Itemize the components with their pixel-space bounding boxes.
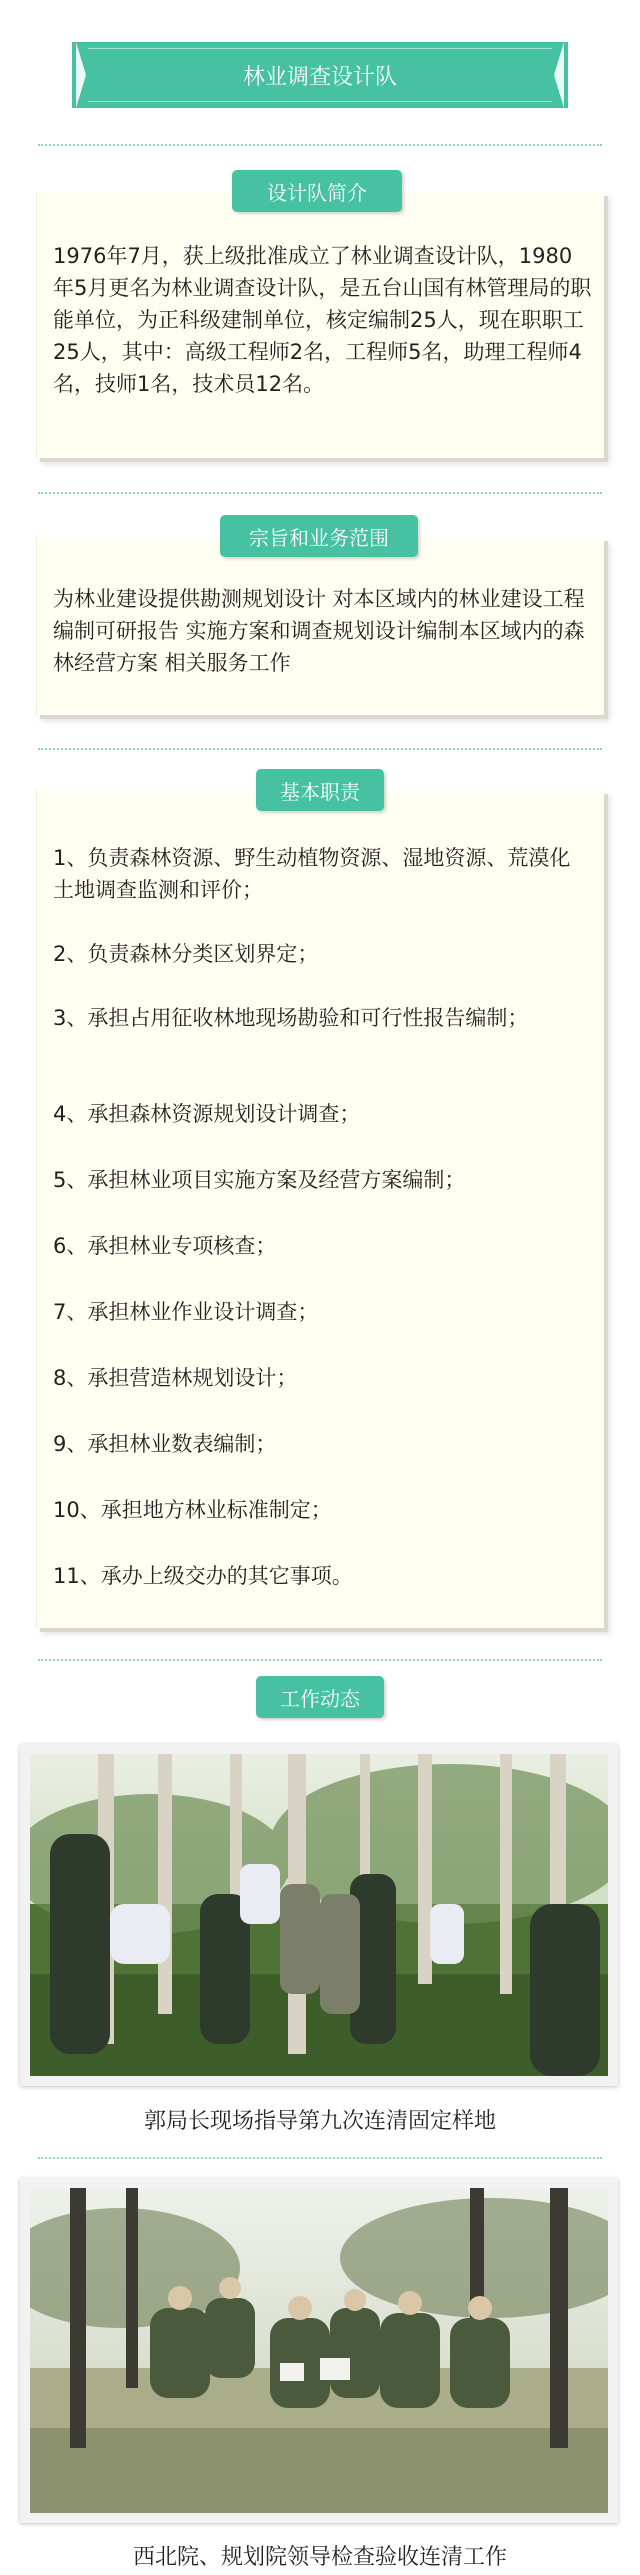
scope-text: 为林业建设提供勘测规划设计 对本区域内的林业建设工程编制可研报告 实施方案和调查规划设计编制本区域内的森林经营方案 相关服务工作	[53, 587, 585, 675]
duty-item: 7、承担林业作业设计调查；	[53, 1300, 319, 1324]
duty-item: 10、承担地方林业标准制定；	[53, 1498, 332, 1522]
duties-card	[36, 790, 604, 1628]
duties-heading	[256, 769, 384, 811]
intro-heading-label: 设计队简介	[267, 180, 367, 205]
intro-heading	[232, 170, 402, 212]
intro-text: 1976年7月，获上级批准成立了林业调查设计队，1980年5月更名为林业调查设计队，是五台山国有林管理局的职能单位，为正科级建制单位，核定编制25人，现在职职工25人，其中：高级工程师2名，工程师5名，助理工程师4名，技师1名，技术员12名。	[53, 244, 592, 396]
duty-item: 9、承担林业数表编制；	[53, 1432, 277, 1456]
divider	[38, 1659, 602, 1661]
intro-card	[36, 192, 604, 458]
photo-caption: 郭局长现场指导第九次连清固定样地	[143, 2109, 496, 2134]
photo-caption: 西北院、规划院领导检查验收连清工作	[132, 2545, 507, 2570]
page-title-banner	[72, 42, 568, 108]
scope-heading	[220, 515, 418, 557]
duties-heading-label: 基本职责	[280, 779, 360, 804]
scope-heading-label: 宗旨和业务范围	[249, 525, 389, 550]
duty-item: 8、承担营造林规划设计；	[53, 1366, 298, 1390]
divider	[38, 2157, 602, 2159]
news-heading-label: 工作动态	[280, 1686, 360, 1711]
duty-item: 5、承担林业项目实施方案及经营方案编制；	[53, 1168, 466, 1192]
acceptance-check-photo	[30, 2188, 608, 2513]
scope-card	[36, 537, 604, 715]
photo-frame	[20, 1744, 618, 2086]
duty-item: 4、承担森林资源规划设计调查；	[53, 1102, 361, 1126]
forest-inspection-photo	[30, 1754, 608, 2076]
news-heading	[256, 1676, 384, 1718]
duty-item: 3、承担占用征收林地现场勘验和可行性报告编制；	[53, 1006, 529, 1030]
divider	[38, 748, 602, 750]
divider	[38, 144, 602, 146]
duty-item: 11、承办上级交办的其它事项。	[53, 1564, 353, 1588]
photo-frame	[20, 2178, 618, 2523]
duty-item: 6、承担林业专项核查；	[53, 1234, 277, 1258]
page-title: 林业调查设计队	[242, 64, 397, 90]
duty-item: 2、负责森林分类区划界定；	[53, 942, 319, 966]
duty-item: 1、负责森林资源、野生动植物资源、湿地资源、荒漠化土地调查监测和评价；	[53, 846, 571, 902]
divider	[38, 492, 602, 494]
